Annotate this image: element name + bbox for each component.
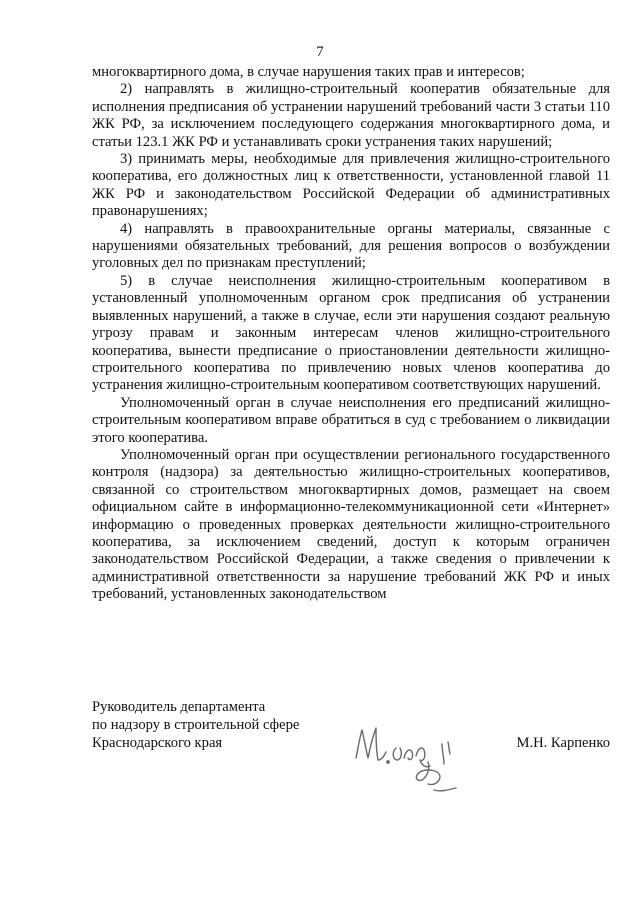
signatory-title-line: по надзору в строительной сфере <box>92 717 300 733</box>
signatory-title-line: Руководитель департамента <box>92 699 266 715</box>
paragraph: Уполномоченный орган при осуществлении регионального государственного контроля (надзора) за деятельностью жилищно-строительных кооперативов, связанной со строительством многоквартирных домов, размещает на своем официальном сайте в информационно-телекоммуникационной сети «Интернет» информацию о проведенных проверках деятельности жилищно-строительного кооператива, за исключением сведений, доступ к которым ограничен законодательством Российской Федерации, а также сведения о привлечении к административной ответственности за нарушение требований ЖК РФ и иных требований, установленных законодательством <box>92 446 610 603</box>
paragraph: 2) направлять в жилищно-строительный кооператив обязательные для исполнения предписания об устранении нарушений требований части 3 статьи 110 ЖК РФ, за исключением последующего содержания многоквартирного дома, и статьи 123.1 ЖК РФ и устанавливать сроки устранения таких нарушений; <box>92 81 610 150</box>
paragraph: 3) принимать меры, необходимые для привлечения жилищно-строительного кооператива, его должностных лиц к ответственности, установленной главой 11 ЖК РФ и законодательством Российской Федерации об административных правонарушениях; <box>92 151 610 220</box>
signatory-title-line: Краснодарского края <box>92 735 223 751</box>
paragraph: 5) в случае неисполнения жилищно-строительным кооперативом в установленный уполномоченным органом срок предписания об устранении выявленных нарушений, а также в случае, если эти нарушения создают реальную угрозу правам и законным интересам членов жилищно-строительного кооператива, вынести предписание о приостановлении деятельности жилищно-строительного кооператива по привлечению новых членов кооператива до устранения жилищно-строительным кооперативом соответствующих нарушений. <box>92 272 610 394</box>
paragraph: 4) направлять в правоохранительные органы материалы, связанные с нарушениями обязательных требований, для решения вопросов о возбуждении уголовных дел по признакам преступлений; <box>92 220 610 272</box>
page-number: 7 <box>316 44 324 60</box>
paragraph: многоквартирного дома, в случае нарушения таких прав и интересов; <box>92 64 525 80</box>
document-body <box>92 64 610 604</box>
signatory-name: М.Н. Карпенко <box>516 735 610 751</box>
handwritten-signature <box>348 718 488 808</box>
paragraph: Уполномоченный орган в случае неисполнения его предписаний жилищно-строительным кооперативом вправе обратиться в суд с требованием о ликвидации этого кооператива. <box>92 394 610 446</box>
